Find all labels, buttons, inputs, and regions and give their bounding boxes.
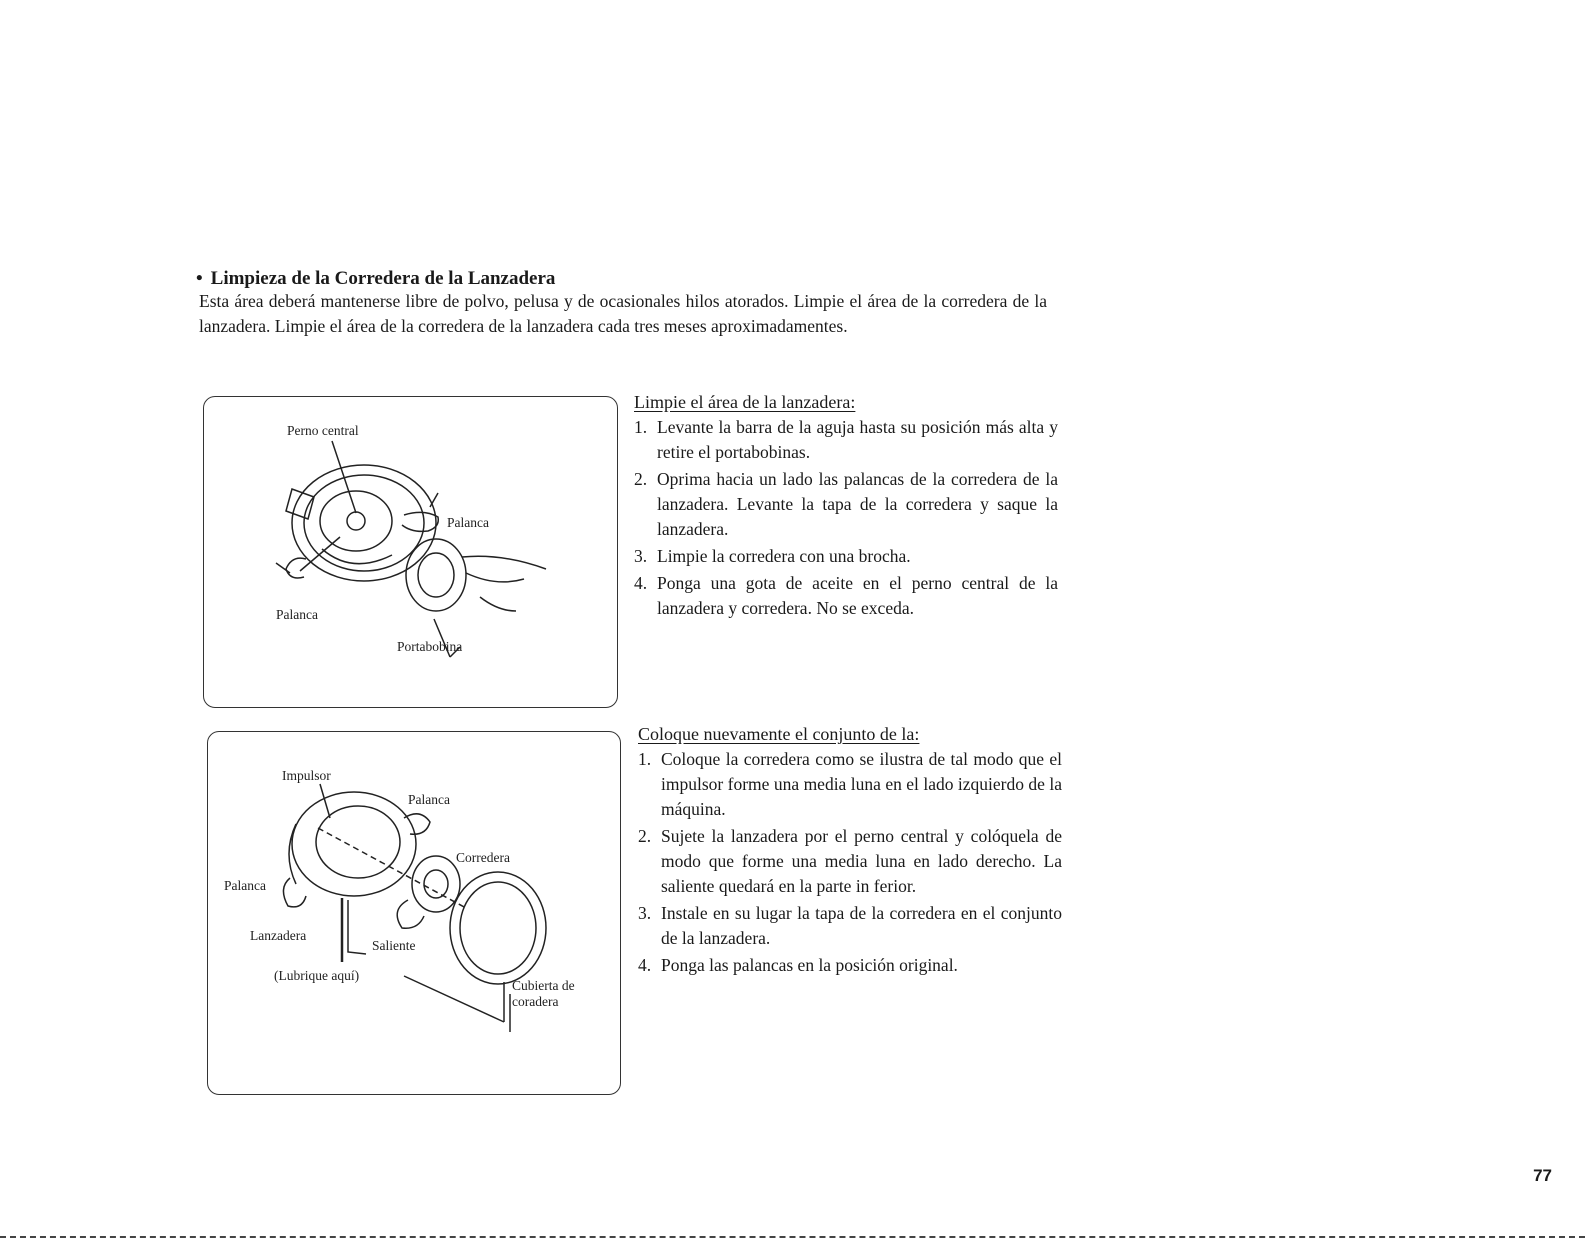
- reassembly-instructions: [638, 724, 1062, 978]
- cleaning-title: Limpie el área de la lanzadera:: [634, 392, 856, 412]
- list-item: [638, 824, 1062, 899]
- figure-hook-removal: [203, 396, 618, 708]
- list-item: [638, 901, 1062, 951]
- section-title: Limpieza de la Corredera de la Lanzadera: [210, 268, 556, 289]
- intro-text: Esta área deberá mantenerse libre de polvo, pelusa y de ocasionales hilos atorados. Limpie el área de la corredera de la lanzadera. Limpie el área de la corredera de la lanzadera cada tres meses aproximadamentes.: [199, 291, 1047, 336]
- cleaning-instructions: [634, 392, 1058, 621]
- heading-bullet: •: [196, 268, 203, 289]
- bobbin-case-label: Portabobina: [397, 639, 463, 654]
- race-label: Corredera: [456, 850, 510, 865]
- cleaning-steps-list: [634, 415, 1058, 621]
- step-number: 3.: [638, 903, 652, 923]
- lever-left-label: Palanca: [276, 607, 318, 622]
- hook-assembly-illustration: [208, 732, 622, 1096]
- lubricate-label: (Lubrique aquí): [274, 968, 360, 983]
- list-item: [634, 571, 1058, 621]
- list-item: [638, 953, 1062, 978]
- step-number: 1.: [634, 417, 648, 437]
- list-item: [634, 415, 1058, 465]
- list-item: [634, 467, 1058, 542]
- lever-right-label: Palanca: [447, 515, 489, 530]
- step-text: Limpie la corredera con una brocha.: [657, 546, 911, 566]
- step-text: Instale en su lugar la tapa de la corredera en el conjunto de la lanzadera.: [661, 903, 1062, 948]
- projection-label: Saliente: [372, 938, 416, 953]
- lever-left-label-2: Palanca: [224, 878, 266, 893]
- step-number: 2.: [634, 469, 648, 489]
- driver-label: Impulsor: [282, 768, 331, 783]
- race-cover-label: Cubierta de coradera: [512, 978, 575, 1009]
- step-text: Ponga una gota de aceite en el perno central de la lanzadera y corredera. No se exceda.: [657, 573, 1058, 618]
- hook-label: Lanzadera: [250, 928, 307, 943]
- step-number: 3.: [634, 546, 648, 566]
- step-text: Oprima hacia un lado las palancas de la corredera de la lanzadera. Levante la tapa de la corredera y saque la lanzadera.: [657, 469, 1058, 539]
- figure-hook-assembly: [207, 731, 621, 1095]
- step-text: Ponga las palancas en la posición original.: [661, 955, 958, 975]
- step-number: 2.: [638, 826, 652, 846]
- step-number: 1.: [638, 749, 652, 769]
- list-item: [634, 544, 1058, 569]
- step-number: 4.: [638, 955, 652, 975]
- center-pin-label: Perno central: [287, 423, 359, 438]
- reassembly-title: Coloque nuevamente el conjunto de la:: [638, 724, 920, 744]
- step-text: Sujete la lanzadera por el perno central y colóquela de modo que forme una media luna en lado derecho. La saliente quedará en la parte in ferior.: [661, 826, 1062, 896]
- step-number: 4.: [634, 573, 648, 593]
- reassembly-steps-list: [638, 747, 1062, 978]
- step-text: Coloque la corredera como se ilustra de tal modo que el impulsor forme una media luna en el lado izquierdo de la máquina.: [661, 749, 1062, 819]
- step-text: Levante la barra de la aguja hasta su posición más alta y retire el portabobinas.: [657, 417, 1058, 462]
- section-heading: [196, 268, 555, 290]
- intro-paragraph: [199, 289, 1047, 339]
- hook-removal-illustration: [204, 397, 619, 709]
- page-number: 77: [1533, 1166, 1552, 1185]
- lever-top-label: Palanca: [408, 792, 450, 807]
- list-item: [638, 747, 1062, 822]
- bottom-divider: [0, 1236, 1585, 1238]
